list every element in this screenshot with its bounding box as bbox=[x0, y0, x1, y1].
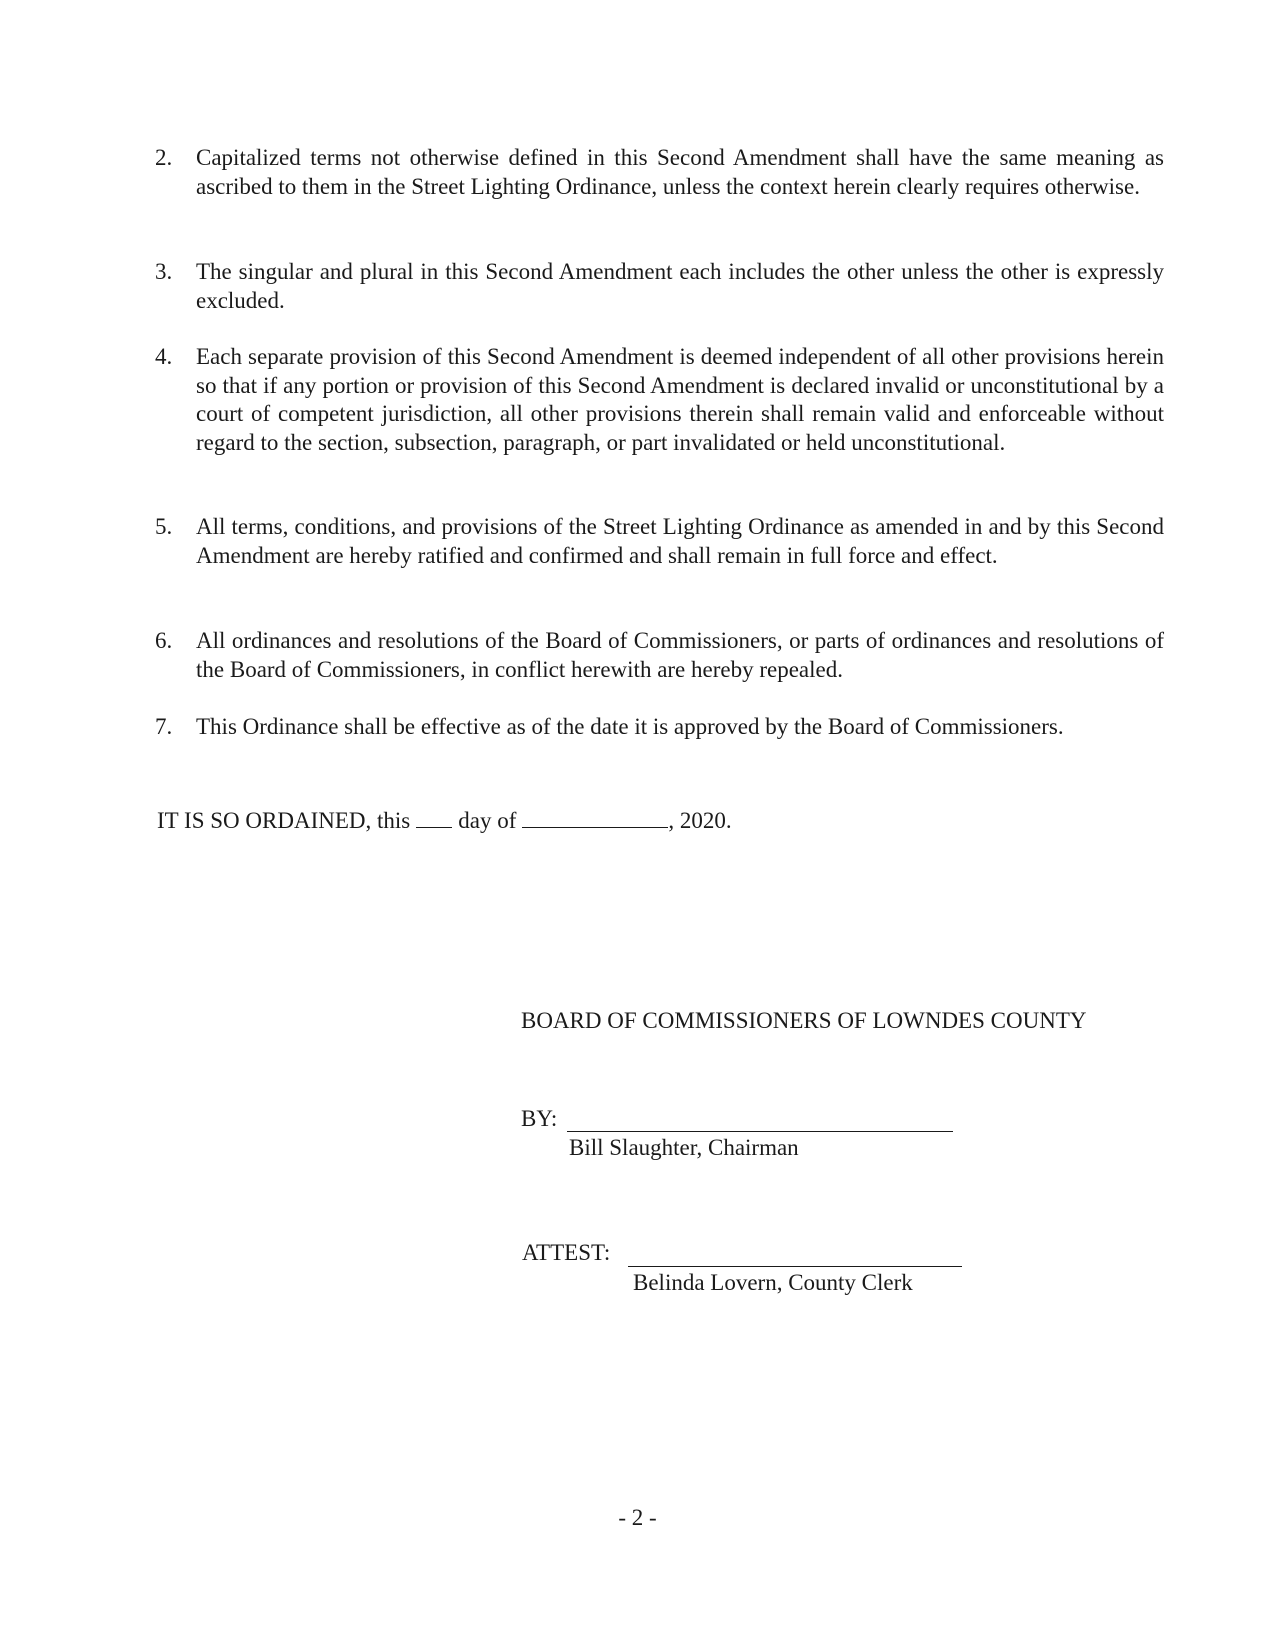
by-label: BY: bbox=[521, 1106, 558, 1131]
provision-number: 6. bbox=[155, 628, 173, 653]
provision-item bbox=[155, 144, 1164, 201]
ordained-middle: day of bbox=[458, 808, 517, 833]
provision-text: The singular and plural in this Second Amendment each includes the other unless the other is expressly excluded. bbox=[196, 259, 1164, 313]
ordained-statement bbox=[157, 808, 732, 834]
provision-item bbox=[155, 343, 1164, 457]
provision-number: 4. bbox=[155, 344, 173, 369]
provision-text: Each separate provision of this Second Amendment is deemed independent of all other provisions herein so that if any portion or provision of this Second Amendment is declared invalid or unconstitutional by a court of competent jurisdiction, all other provisions therein shall remain valid and enforceable without regard to the section, subsection, paragraph, or part invalidated or held unconstitutional. bbox=[196, 344, 1164, 455]
page-number: - 2 - bbox=[618, 1505, 657, 1530]
provision-number: 2. bbox=[155, 145, 173, 170]
attest-label: ATTEST: bbox=[522, 1240, 611, 1265]
clerk-signature-line bbox=[628, 1266, 962, 1267]
provision-item bbox=[155, 513, 1164, 570]
provision-item bbox=[155, 713, 1164, 742]
chairman-signature-line bbox=[567, 1131, 953, 1132]
provision-text: Capitalized terms not otherwise defined in this Second Amendment shall have the same meaning as ascribed to them in the Street Lighting Ordinance, unless the context herein clearly requires otherwise. bbox=[196, 145, 1164, 199]
chairman-name: Bill Slaughter, Chairman bbox=[569, 1135, 799, 1160]
provision-number: 3. bbox=[155, 259, 173, 284]
ordained-suffix: , 2020. bbox=[668, 808, 732, 833]
clerk-name: Belinda Lovern, County Clerk bbox=[633, 1270, 913, 1295]
board-title: BOARD OF COMMISSIONERS OF LOWNDES COUNTY bbox=[521, 1008, 1087, 1033]
provision-text: All ordinances and resolutions of the Board of Commissioners, or parts of ordinances and resolutions of the Board of Commissioners, in conflict herewith are hereby repealed. bbox=[196, 628, 1164, 682]
provision-number: 5. bbox=[155, 514, 173, 539]
provision-number: 7. bbox=[155, 714, 173, 739]
provision-text: All terms, conditions, and provisions of the Street Lighting Ordinance as amended in and by this Second Amendment are hereby ratified and confirmed and shall remain in full force and effect. bbox=[196, 514, 1164, 568]
provision-item bbox=[155, 627, 1164, 684]
day-blank-line bbox=[416, 809, 452, 828]
month-blank-line bbox=[522, 809, 668, 828]
ordained-prefix: IT IS SO ORDAINED, this bbox=[157, 808, 411, 833]
provision-text: This Ordinance shall be effective as of the date it is approved by the Board of Commissioners. bbox=[196, 714, 1064, 739]
provision-item bbox=[155, 258, 1164, 315]
